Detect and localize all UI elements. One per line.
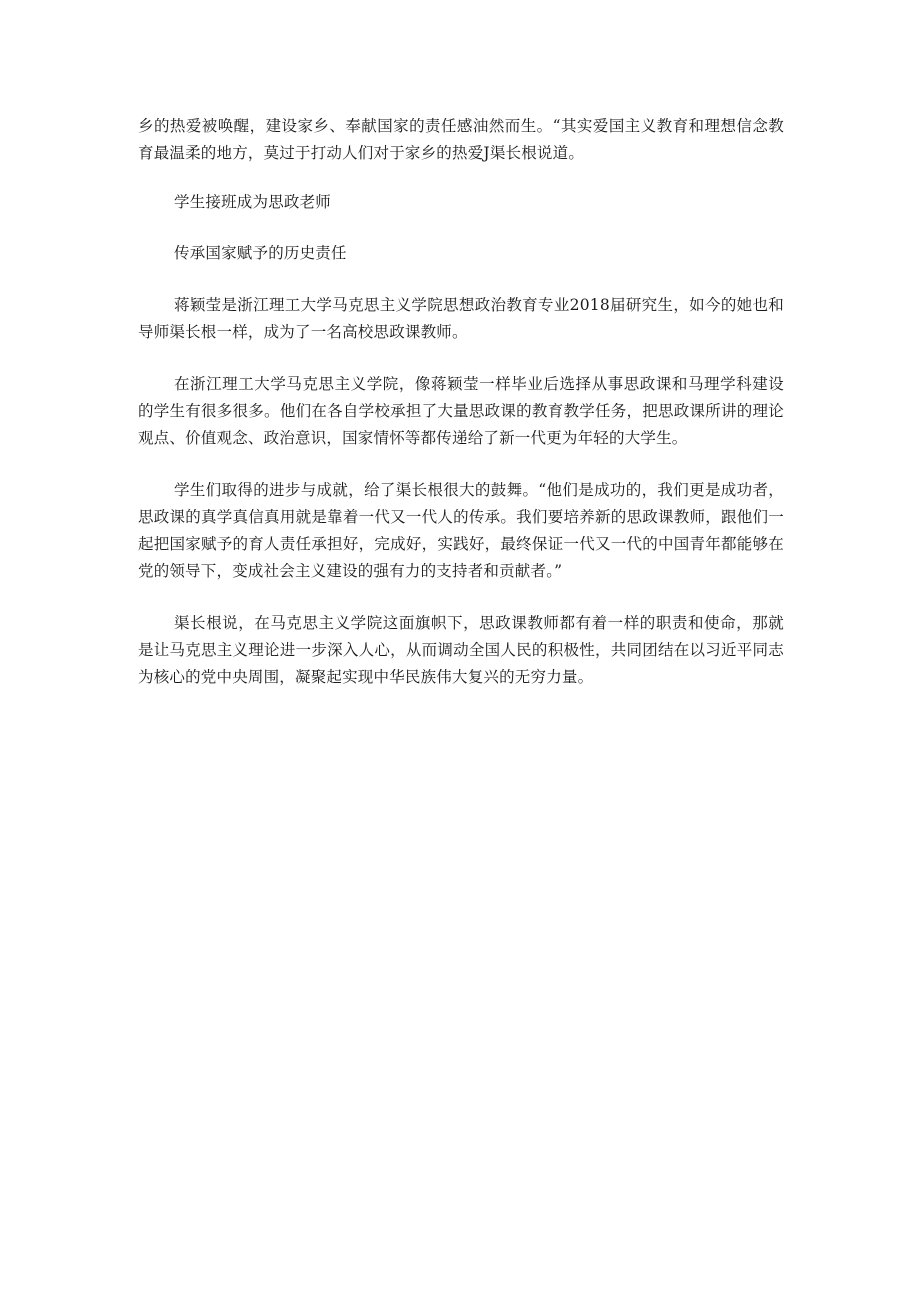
section-heading-2: 传承国家赋予的历史责任	[174, 244, 347, 262]
paragraph-continuation: 乡的热爱被唤醒，建设家乡、奉献国家的责任感油然而生。“其实爱国主义教育和理想信念教育最温柔的地方，莫过于打动人们对于家乡的热爱J渠长根说道。	[138, 117, 784, 162]
section-heading-1: 学生接班成为思政老师	[174, 193, 332, 211]
document-page	[138, 113, 784, 691]
paragraph-1: 蒋颖莹是浙江理工大学马克思主义学院思想政治教育专业2018届研究生，如今的她也和导师渠长根一样，成为了一名高校思政课教师。	[138, 296, 784, 341]
paragraph-2: 在浙江理工大学马克思主义学院，像蒋颖莹一样毕业后选择从事思政课和马理学科建设的学生有很多很多。他们在各自学校承担了大量思政课的教育教学任务，把思政课所讲的理论观点、价值观念、政治意识，国家情怀等都传递给了新一代更为年轻的大学生。	[138, 375, 784, 447]
paragraph-4: 渠长根说，在马克思主义学院这面旗帜下，思政课教师都有着一样的职责和使命，那就是让马克思主义理论进一步深入人心，从而调动全国人民的积极性，共同团结在以习近平同志为核心的党中央周围，凝聚起实现中华民族伟大复兴的无穷力量。	[138, 614, 784, 686]
paragraph-3: 学生们取得的进步与成就，给了渠长根很大的鼓舞。“他们是成功的，我们更是成功者，思政课的真学真信真用就是靠着一代又一代人的传承。我们要培养新的思政课教师，跟他们一起把国家赋予的育人责任承担好，完成好，实践好，最终保证一代又一代的中国青年都能够在党的领导下，变成社会主义建设的强有力的支持者和贡献者。”	[138, 481, 784, 580]
